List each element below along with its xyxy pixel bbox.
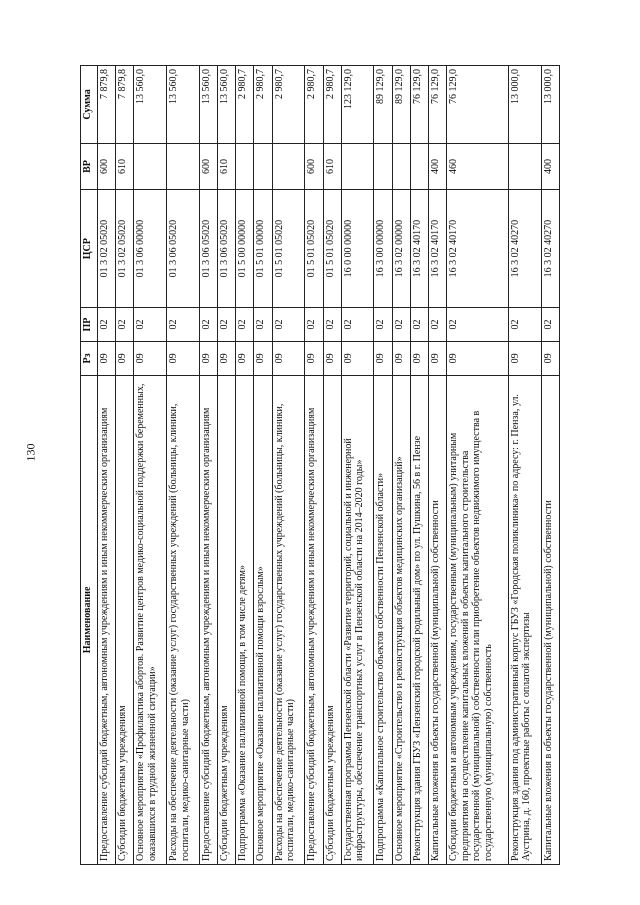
cell-name: Подпрограмма «Оказание паллиативной помощи, в том числе детям» <box>236 375 254 864</box>
cell-pr: 02 <box>447 308 509 342</box>
cell-pr: 02 <box>167 308 200 342</box>
cell-pr: 02 <box>410 308 428 342</box>
table-row <box>254 66 272 865</box>
cell-sum: 89 129,0 <box>374 66 392 144</box>
cell-rz: 09 <box>254 341 272 375</box>
cell-csr: 16 0 00 00000 <box>341 190 374 308</box>
cell-rz: 09 <box>341 341 374 375</box>
table-row <box>374 66 392 865</box>
cell-sum: 7 879,8 <box>116 66 134 144</box>
cell-name: Подпрограмма «Капитальное строительство объектов собственности Пензенской области» <box>374 375 392 864</box>
cell-vr <box>341 143 374 189</box>
cell-pr: 02 <box>305 308 323 342</box>
cell-name: Субсидии бюджетным и автономным учреждениям, государственным (муниципальным) унитарным предприятиям на осуществление капитальных вложений в объекты капитального строительства государственной (муниципальной) собственности или приобретение объектов недвижимого имущества в государственную (муниципальную) собственность <box>447 375 509 864</box>
cell-rz: 09 <box>218 341 236 375</box>
cell-rz: 09 <box>98 341 116 375</box>
table-row <box>218 66 236 865</box>
cell-sum: 7 879,8 <box>98 66 116 144</box>
cell-pr: 02 <box>199 308 217 342</box>
page-number: 130 <box>23 443 38 462</box>
cell-name: Субсидии бюджетным учреждениям <box>218 375 236 864</box>
cell-vr <box>410 143 428 189</box>
cell-sum: 2 980,7 <box>272 66 305 144</box>
cell-vr: 460 <box>447 143 509 189</box>
cell-sum: 2 980,7 <box>305 66 323 144</box>
table-body <box>98 66 560 865</box>
cell-name: Основное мероприятие «Профилактика абортов. Развитие центров медико-социальной поддержки беременных, оказавшихся в трудной жизненной ситуации» <box>134 375 167 864</box>
cell-pr: 02 <box>508 308 541 342</box>
cell-vr <box>167 143 200 189</box>
cell-rz: 09 <box>199 341 217 375</box>
cell-rz: 09 <box>410 341 428 375</box>
table-row <box>447 66 509 865</box>
cell-vr <box>374 143 392 189</box>
table-row <box>272 66 305 865</box>
cell-rz: 09 <box>374 341 392 375</box>
cell-csr: 01 5 01 00000 <box>254 190 272 308</box>
cell-pr: 02 <box>374 308 392 342</box>
table-row <box>199 66 217 865</box>
budget-table <box>80 65 560 865</box>
cell-vr: 610 <box>323 143 341 189</box>
cell-pr: 02 <box>134 308 167 342</box>
table-row <box>305 66 323 865</box>
cell-sum: 13 560,0 <box>218 66 236 144</box>
cell-sum: 76 129,0 <box>410 66 428 144</box>
cell-vr: 400 <box>541 143 559 189</box>
table-row <box>410 66 428 865</box>
table-row <box>541 66 559 865</box>
header-vr: ВР <box>81 143 98 189</box>
cell-vr <box>272 143 305 189</box>
cell-name: Предоставление субсидий бюджетным, автономным учреждениям и иным некоммерческим организациям <box>199 375 217 864</box>
table-row <box>134 66 167 865</box>
cell-sum: 13 560,0 <box>167 66 200 144</box>
cell-rz: 09 <box>392 341 410 375</box>
cell-csr: 16 3 02 40170 <box>410 190 428 308</box>
cell-vr <box>236 143 254 189</box>
cell-sum: 13 560,0 <box>134 66 167 144</box>
header-pr: ПР <box>81 308 98 342</box>
cell-name: Субсидии бюджетным учреждениям <box>116 375 134 864</box>
cell-csr: 01 3 06 05020 <box>218 190 236 308</box>
cell-sum: 76 129,0 <box>447 66 509 144</box>
cell-name: Предоставление субсидий бюджетным, автономным учреждениям и иным некоммерческим организациям <box>305 375 323 864</box>
cell-vr: 400 <box>429 143 447 189</box>
cell-sum: 13 000,0 <box>508 66 541 144</box>
cell-csr: 16 3 02 40270 <box>541 190 559 308</box>
cell-vr: 610 <box>218 143 236 189</box>
table-row <box>167 66 200 865</box>
cell-name: Реконструкция здания ГБУЗ «Пензенский городской родильный дом» по ул. Пушкина, 56 в г. Пензе <box>410 375 428 864</box>
header-rz: Рз <box>81 341 98 375</box>
cell-sum: 13 560,0 <box>199 66 217 144</box>
header-name: Наименование <box>81 375 98 864</box>
cell-pr: 02 <box>392 308 410 342</box>
cell-rz: 09 <box>541 341 559 375</box>
cell-name: Расходы на обеспечение деятельности (оказание услуг) государственных учреждений (больницы, клиники, госпитали, медико-санитарные части) <box>167 375 200 864</box>
cell-pr: 02 <box>541 308 559 342</box>
table-row <box>116 66 134 865</box>
cell-rz: 09 <box>236 341 254 375</box>
cell-name: Основное мероприятие «Строительство и реконструкция объектов медицинских организаций» <box>392 375 410 864</box>
cell-sum: 2 980,7 <box>236 66 254 144</box>
cell-pr: 02 <box>254 308 272 342</box>
table-row <box>98 66 116 865</box>
cell-csr: 01 5 00 00000 <box>236 190 254 308</box>
cell-csr: 01 5 01 05020 <box>305 190 323 308</box>
header-csr: ЦСР <box>81 190 98 308</box>
cell-csr: 16 3 02 40170 <box>447 190 509 308</box>
cell-vr: 600 <box>98 143 116 189</box>
cell-name: Государственная программа Пензенской области «Развитие территорий, социальной и инженерной инфраструктуры, обеспечение транспортных услуг в Пензенской области на 2014–2020 годы» <box>341 375 374 864</box>
cell-name: Основное мероприятие «Оказание паллиативной помощи взрослым» <box>254 375 272 864</box>
cell-csr: 16 3 02 40270 <box>508 190 541 308</box>
table-row <box>392 66 410 865</box>
cell-rz: 09 <box>323 341 341 375</box>
cell-sum: 89 129,0 <box>392 66 410 144</box>
cell-name: Капитальные вложения в объекты государственной (муниципальной) собственности <box>541 375 559 864</box>
cell-rz: 09 <box>167 341 200 375</box>
cell-rz: 09 <box>508 341 541 375</box>
cell-csr: 01 3 06 05020 <box>167 190 200 308</box>
table-row <box>341 66 374 865</box>
cell-name: Субсидии бюджетным учреждениям <box>323 375 341 864</box>
cell-csr: 01 5 01 05020 <box>323 190 341 308</box>
cell-pr: 02 <box>236 308 254 342</box>
cell-vr <box>254 143 272 189</box>
cell-pr: 02 <box>429 308 447 342</box>
cell-vr: 600 <box>305 143 323 189</box>
cell-csr: 01 3 06 00000 <box>134 190 167 308</box>
cell-csr: 01 3 02 05020 <box>116 190 134 308</box>
cell-csr: 16 3 02 40170 <box>429 190 447 308</box>
cell-rz: 09 <box>305 341 323 375</box>
cell-vr <box>134 143 167 189</box>
cell-vr <box>508 143 541 189</box>
cell-rz: 09 <box>447 341 509 375</box>
cell-name: Реконструкция здания под административный корпус ГБУЗ «Городская поликлиника» по адресу: г. Пенза, ул. Аустрина, д. 160, проектные работы с оплатой экспертизы <box>508 375 541 864</box>
cell-pr: 02 <box>98 308 116 342</box>
cell-csr: 01 3 02 05020 <box>98 190 116 308</box>
cell-sum: 2 980,7 <box>254 66 272 144</box>
cell-csr: 16 3 02 00000 <box>392 190 410 308</box>
cell-sum: 123 129,0 <box>341 66 374 144</box>
cell-vr <box>392 143 410 189</box>
cell-csr: 01 5 01 05020 <box>272 190 305 308</box>
cell-rz: 09 <box>134 341 167 375</box>
table-row <box>323 66 341 865</box>
header-sum: Сумма <box>81 66 98 144</box>
table-row <box>236 66 254 865</box>
table-header-row <box>81 66 98 865</box>
cell-vr: 610 <box>116 143 134 189</box>
cell-csr: 01 3 06 05020 <box>199 190 217 308</box>
cell-rz: 09 <box>116 341 134 375</box>
cell-sum: 76 129,0 <box>429 66 447 144</box>
cell-csr: 16 3 00 00000 <box>374 190 392 308</box>
cell-pr: 02 <box>218 308 236 342</box>
cell-name: Предоставление субсидий бюджетным, автономным учреждениям и иным некоммерческим организациям <box>98 375 116 864</box>
cell-pr: 02 <box>116 308 134 342</box>
budget-table-area <box>80 65 560 865</box>
cell-name: Капитальные вложения в объекты государственной (муниципальной) собственности <box>429 375 447 864</box>
table-row <box>508 66 541 865</box>
cell-sum: 13 000,0 <box>541 66 559 144</box>
cell-vr: 600 <box>199 143 217 189</box>
cell-rz: 09 <box>429 341 447 375</box>
cell-pr: 02 <box>323 308 341 342</box>
cell-rz: 09 <box>272 341 305 375</box>
cell-sum: 2 980,7 <box>323 66 341 144</box>
cell-pr: 02 <box>272 308 305 342</box>
cell-name: Расходы на обеспечение деятельности (оказание услуг) государственных учреждений (больницы, клиники, госпитали, медико-санитарные части) <box>272 375 305 864</box>
cell-pr: 02 <box>341 308 374 342</box>
table-row <box>429 66 447 865</box>
